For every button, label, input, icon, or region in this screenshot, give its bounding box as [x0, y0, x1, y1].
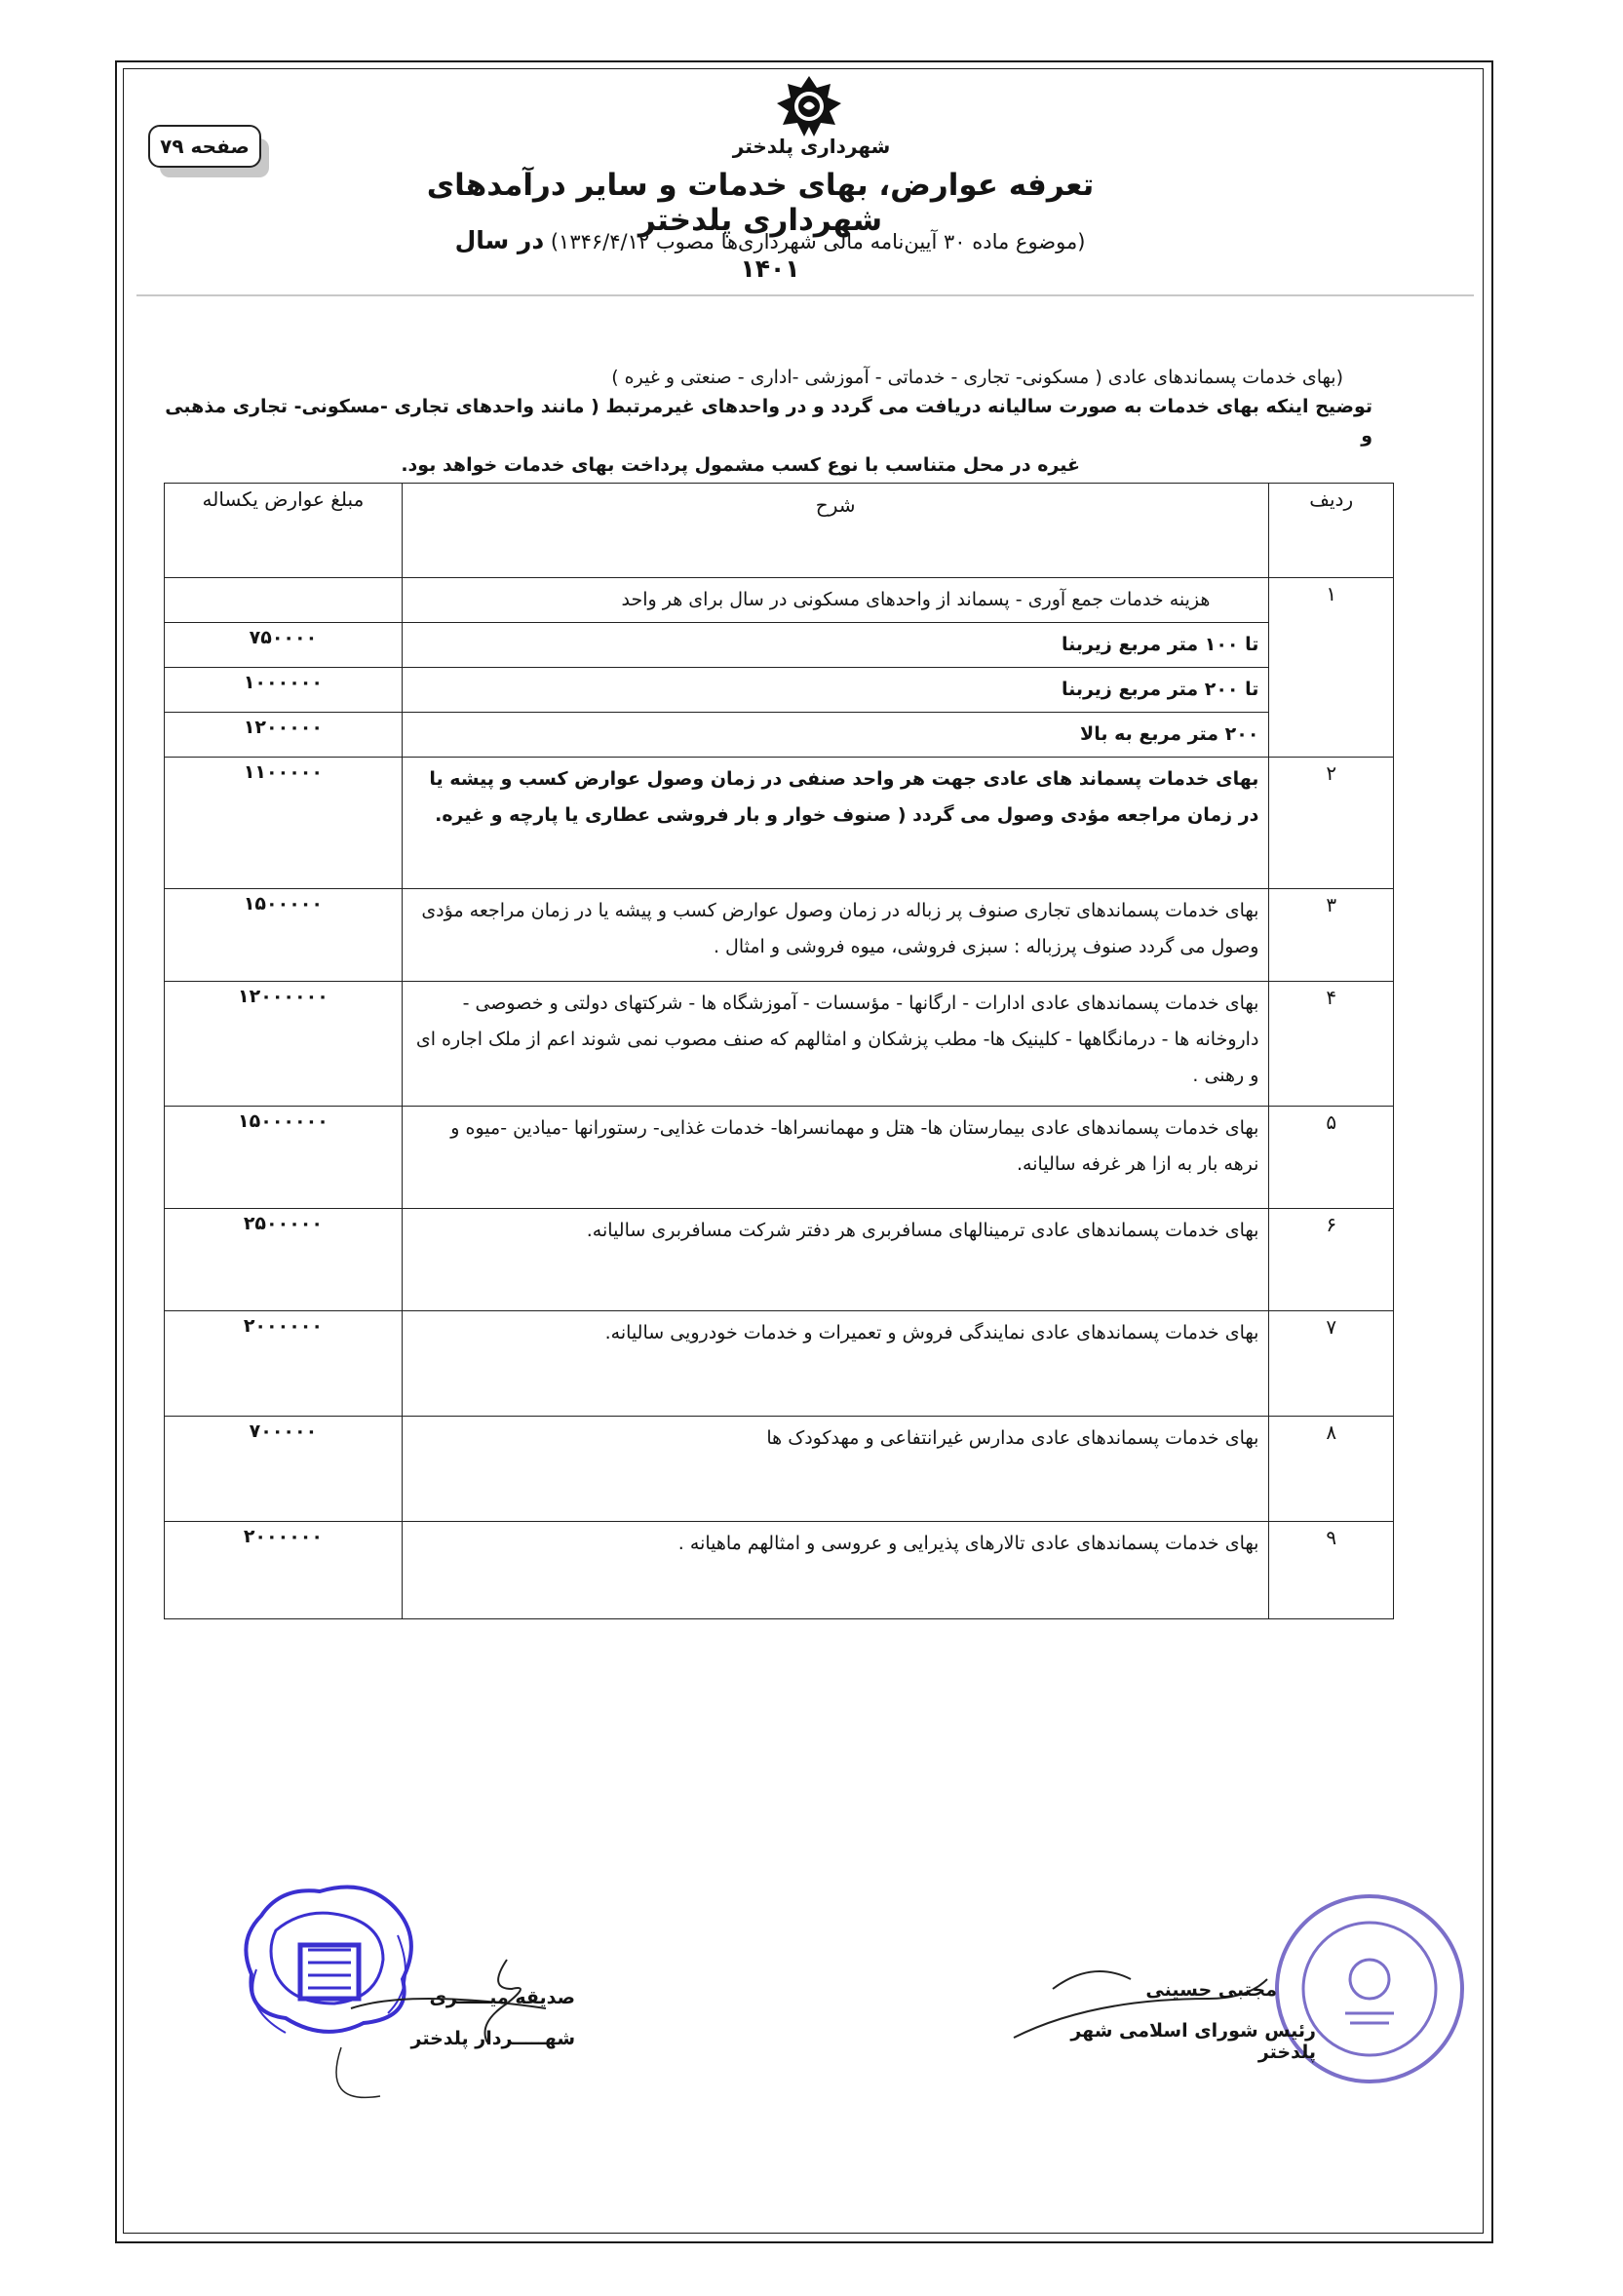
row-description: بهای خدمات پسماندهای عادی ترمینالهای مسافربری هر دفتر شرکت مسافربری سالیانه.: [402, 1209, 1269, 1311]
row-number: ۱: [1269, 578, 1394, 758]
row-number: ۲: [1269, 758, 1394, 889]
page-title: تعرفه عوارض، بهای خدمات و سایر درآمدهای شهرداری پلدختر: [426, 168, 1095, 238]
row-number: ۶: [1269, 1209, 1394, 1311]
left-signer-name: صدیقه میـــــری: [429, 1987, 575, 2008]
table-row: [165, 758, 1394, 889]
row-description: بهای خدمات پسماندهای تجاری صنوف پر زباله در زمان وصول عوارض کسب و پیشه یا در زمان مراجعه مؤدی وصول می گردد صنوف پرزباله : سبزی فروشی، میوه فروشی و امثال .: [402, 889, 1269, 982]
municipality-logo-icon: [765, 74, 853, 142]
tariff-table: [164, 483, 1394, 1619]
header-divider: [136, 294, 1474, 296]
subtitle-year: در سال ۱۴۰۱: [454, 226, 800, 283]
row-description: بهای خدمات پسماند های عادی جهت هر واحد صنفی در زمان وصول عوارض کسب و پیشه یا در زمان مراجعه مؤدی وصول می گردد ( صنوف خوار و بار فروشی عطاری یا پارچه و غیره.: [402, 758, 1269, 889]
row-number: ۵: [1269, 1107, 1394, 1209]
table-row: [165, 578, 1394, 623]
notes-heading: (بهای خدمات پسماندهای عادی ( مسکونی- تجاری - خدماتی - آموزشی -اداری - صنعتی و غیره ): [611, 367, 1343, 388]
row-number: ۹: [1269, 1522, 1394, 1619]
row-amount: ۲۵۰۰۰۰۰: [165, 1209, 403, 1311]
row-description: ۲۰۰ متر مربع به بالا: [402, 713, 1269, 758]
table-row: [165, 1311, 1394, 1417]
table-row: [165, 713, 1394, 758]
header-amount: مبلغ عوارض یکساله: [165, 484, 403, 578]
header-row-number: ردیف: [1269, 484, 1394, 578]
row-number: ۸: [1269, 1417, 1394, 1522]
row-amount: [165, 578, 403, 623]
row-description: هزینه خدمات جمع آوری - پسماند از واحدهای مسکونی در سال برای هر واحد: [402, 578, 1269, 623]
row-amount: ۱۰۰۰۰۰۰: [165, 668, 403, 713]
right-signer-title: رئیس شورای اسلامی شهر پلدختر: [1070, 2020, 1316, 2063]
table-row: [165, 1209, 1394, 1311]
table-row: [165, 1107, 1394, 1209]
row-amount: ۷۵۰۰۰۰: [165, 623, 403, 668]
table-header-row: [165, 484, 1394, 578]
header-description: شرح: [402, 484, 1269, 578]
table-row: [165, 668, 1394, 713]
table-row: [165, 982, 1394, 1107]
row-description: تا ۱۰۰ متر مربع زیربنا: [402, 623, 1269, 668]
row-number: ۴: [1269, 982, 1394, 1107]
table-row: [165, 889, 1394, 982]
row-amount: ۷۰۰۰۰۰: [165, 1417, 403, 1522]
row-description: بهای خدمات پسماندهای عادی ادارات - ارگانها - مؤسسات - آموزشگاه ها - شرکتهای دولتی و خصوصی - داروخانه ها - درمانگاهها - کلینیک ها- مطب پزشکان و امثالهم که صنف مصوب نمی شوند اعم از ملک اجاره ای و رهنی .: [402, 982, 1269, 1107]
page-subtitle: [448, 226, 1092, 283]
row-description: بهای خدمات پسماندهای عادی بیمارستان ها- هتل و مهمانسراها- خدمات غذایی- رستورانها -میادین -میوه و نرهه بار به ازا هر غرفه سالیانه.: [402, 1107, 1269, 1209]
row-number: ۷: [1269, 1311, 1394, 1417]
municipality-name: شهرداری پلدختر: [732, 135, 891, 158]
notes-line: توضیح اینکه بهای خدمات به صورت سالیانه دریافت می گردد و در واحدهای غیرمرتبط ( مانند واحدهای تجاری -مسکونی- تجاری مذهبی و: [165, 396, 1372, 447]
table-row: [165, 623, 1394, 668]
row-number: ۳: [1269, 889, 1394, 982]
row-amount: ۱۱۰۰۰۰۰: [165, 758, 403, 889]
row-description: بهای خدمات پسماندهای عادی نمایندگی فروش و تعمیرات و خدمات خودرویی سالیانه.: [402, 1311, 1269, 1417]
row-amount: ۱۲۰۰۰۰۰۰: [165, 982, 403, 1107]
row-amount: ۲۰۰۰۰۰۰: [165, 1311, 403, 1417]
left-signer-title: شهـــــردار پلدختر: [410, 2028, 575, 2049]
table-row: [165, 1522, 1394, 1619]
notes-line: غیره در محل متناسب با نوع کسب مشمول پرداخت بهای خدمات خواهد بود.: [401, 454, 1080, 476]
row-amount: ۱۲۰۰۰۰۰: [165, 713, 403, 758]
table-row: [165, 1417, 1394, 1522]
page-number-badge: صفحه ۷۹: [148, 125, 261, 168]
row-description: بهای خدمات پسماندهای عادی مدارس غیرانتفاعی و مهدکودک ها: [402, 1417, 1269, 1522]
row-description: تا ۲۰۰ متر مربع زیربنا: [402, 668, 1269, 713]
row-amount: ۲۰۰۰۰۰۰: [165, 1522, 403, 1619]
tariff-notes: [164, 363, 1372, 480]
subtitle-text: (موضوع ماده ۳۰ آیین‌نامه مالی شهرداری‌ها مصوب ۱۳۴۶/۴/۱۲): [550, 230, 1086, 253]
row-description: بهای خدمات پسماندهای عادی تالارهای پذیرایی و عروسی و امثالهم ماهیانه .: [402, 1522, 1269, 1619]
right-signer-name: مجتبی حسینی: [1145, 1979, 1277, 2001]
row-amount: ۱۵۰۰۰۰۰: [165, 889, 403, 982]
row-amount: ۱۵۰۰۰۰۰۰: [165, 1107, 403, 1209]
